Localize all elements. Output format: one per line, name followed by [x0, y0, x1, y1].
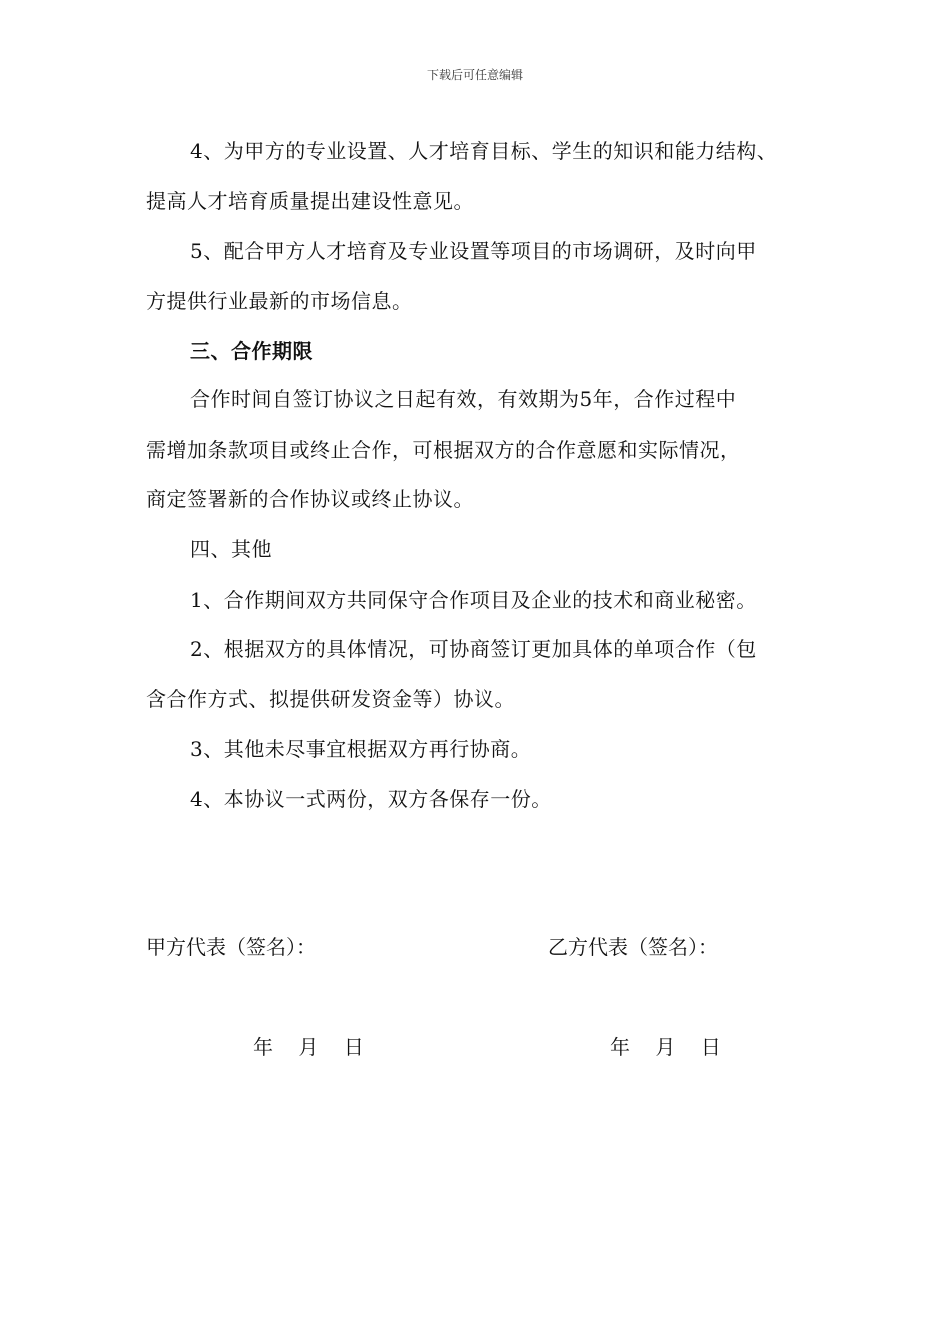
section-4-item-2-line-1: 2、根据双方的具体情况，可协商签订更加具体的单项合作（包: [190, 637, 757, 661]
paragraph-5-line-2: 方提供行业最新的市场信息。: [146, 289, 413, 313]
paragraph-4-line-1: 4、为甲方的专业设置、人才培育目标、学生的知识和能力结构、: [190, 139, 778, 163]
paragraph-4-line-2: 提高人才培育质量提出建设性意见。: [146, 189, 474, 213]
section-3-line-1: 合作时间自签订协议之日起有效，有效期为5年，合作过程中: [190, 387, 737, 411]
party-b-signature-label: 乙方代表（签名）：: [548, 935, 718, 959]
section-3-line-3: 商定签署新的合作协议或终止协议。: [146, 487, 474, 511]
section-4-item-4: 4、本协议一式两份，双方各保存一份。: [190, 787, 552, 811]
section-3-heading: 三、合作期限: [190, 339, 313, 363]
paragraph-5-line-1: 5、配合甲方人才培育及专业设置等项目的市场调研，及时向甲: [190, 239, 757, 263]
page-header-note: 下载后可任意编辑: [426, 68, 523, 82]
party-a-date: 年 月 日: [253, 1035, 364, 1059]
section-4-item-3: 3、其他未尽事宜根据双方再行协商。: [190, 737, 532, 761]
section-4-item-1: 1、合作期间双方共同保守合作项目及企业的技术和商业秘密。: [190, 588, 757, 612]
party-b-date: 年 月 日: [610, 1035, 721, 1059]
section-4-item-2-line-2: 含合作方式、拟提供研发资金等）协议。: [146, 687, 515, 711]
party-a-signature-label: 甲方代表（签名）：: [146, 935, 316, 959]
section-4-heading: 四、其他: [190, 537, 272, 561]
section-3-line-2: 需增加条款项目或终止合作，可根据双方的合作意愿和实际情况，: [146, 438, 741, 462]
